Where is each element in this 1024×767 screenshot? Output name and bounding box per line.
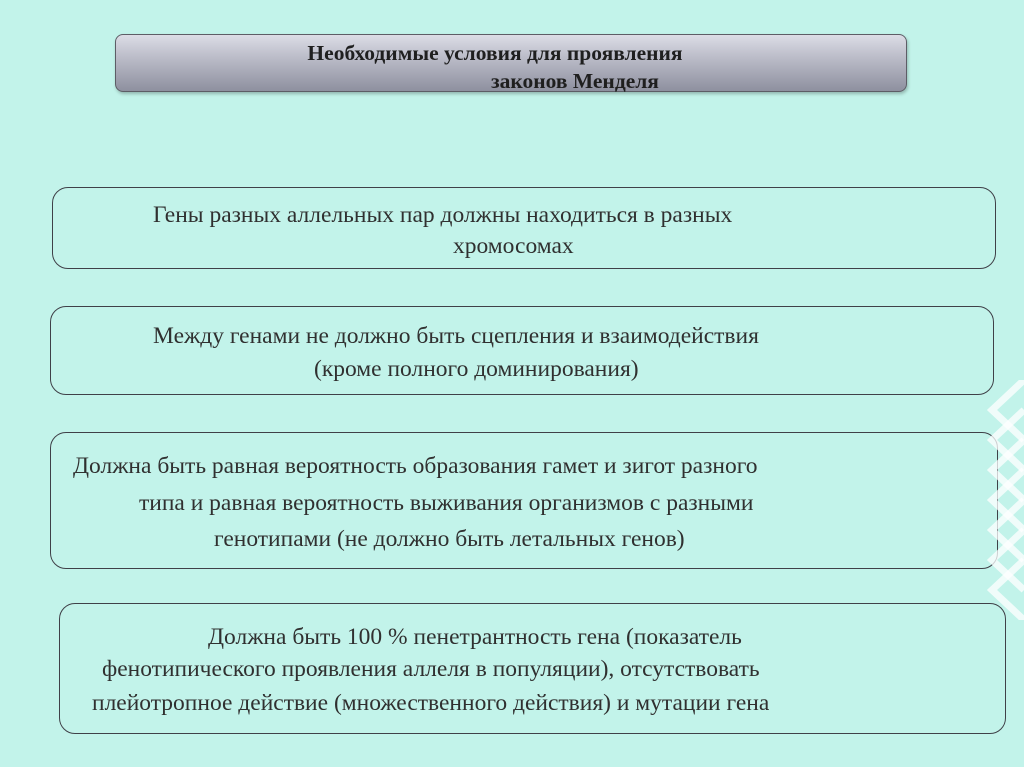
condition-2-line-2: (кроме полного доминирования) bbox=[314, 356, 639, 382]
condition-box-1 bbox=[52, 187, 996, 269]
condition-4-line-1: Должна быть 100 % пенетрантность гена (показатель bbox=[208, 624, 742, 650]
chevron-pattern-decoration bbox=[984, 380, 1024, 620]
slide-title bbox=[116, 39, 906, 95]
title-bar bbox=[115, 34, 907, 92]
title-line-1: Необходимые условия для проявления bbox=[307, 41, 683, 65]
condition-3-line-3: генотипами (не должно быть летальных генов) bbox=[214, 526, 685, 552]
condition-4-line-3: плейотропное действие (множественного действия) и мутации гена bbox=[92, 690, 770, 716]
title-line-2: законов Менделя bbox=[491, 69, 659, 93]
condition-box-2 bbox=[50, 306, 994, 395]
condition-1-line-1: Гены разных аллельных пар должны находиться в разных bbox=[153, 202, 733, 228]
condition-box-4 bbox=[59, 603, 1006, 734]
condition-3-line-1: Должна быть равная вероятность образования гамет и зигот разного bbox=[73, 453, 758, 479]
condition-box-3 bbox=[50, 432, 998, 569]
condition-3-line-2: типа и равная вероятность выживания организмов с разными bbox=[139, 490, 754, 516]
condition-4-line-2: фенотипического проявления аллеля в популяции), отсутствовать bbox=[102, 656, 760, 682]
condition-1-line-2: хромосомах bbox=[453, 233, 574, 259]
condition-2-line-1: Между генами не должно быть сцепления и взаимодействия bbox=[153, 323, 759, 349]
